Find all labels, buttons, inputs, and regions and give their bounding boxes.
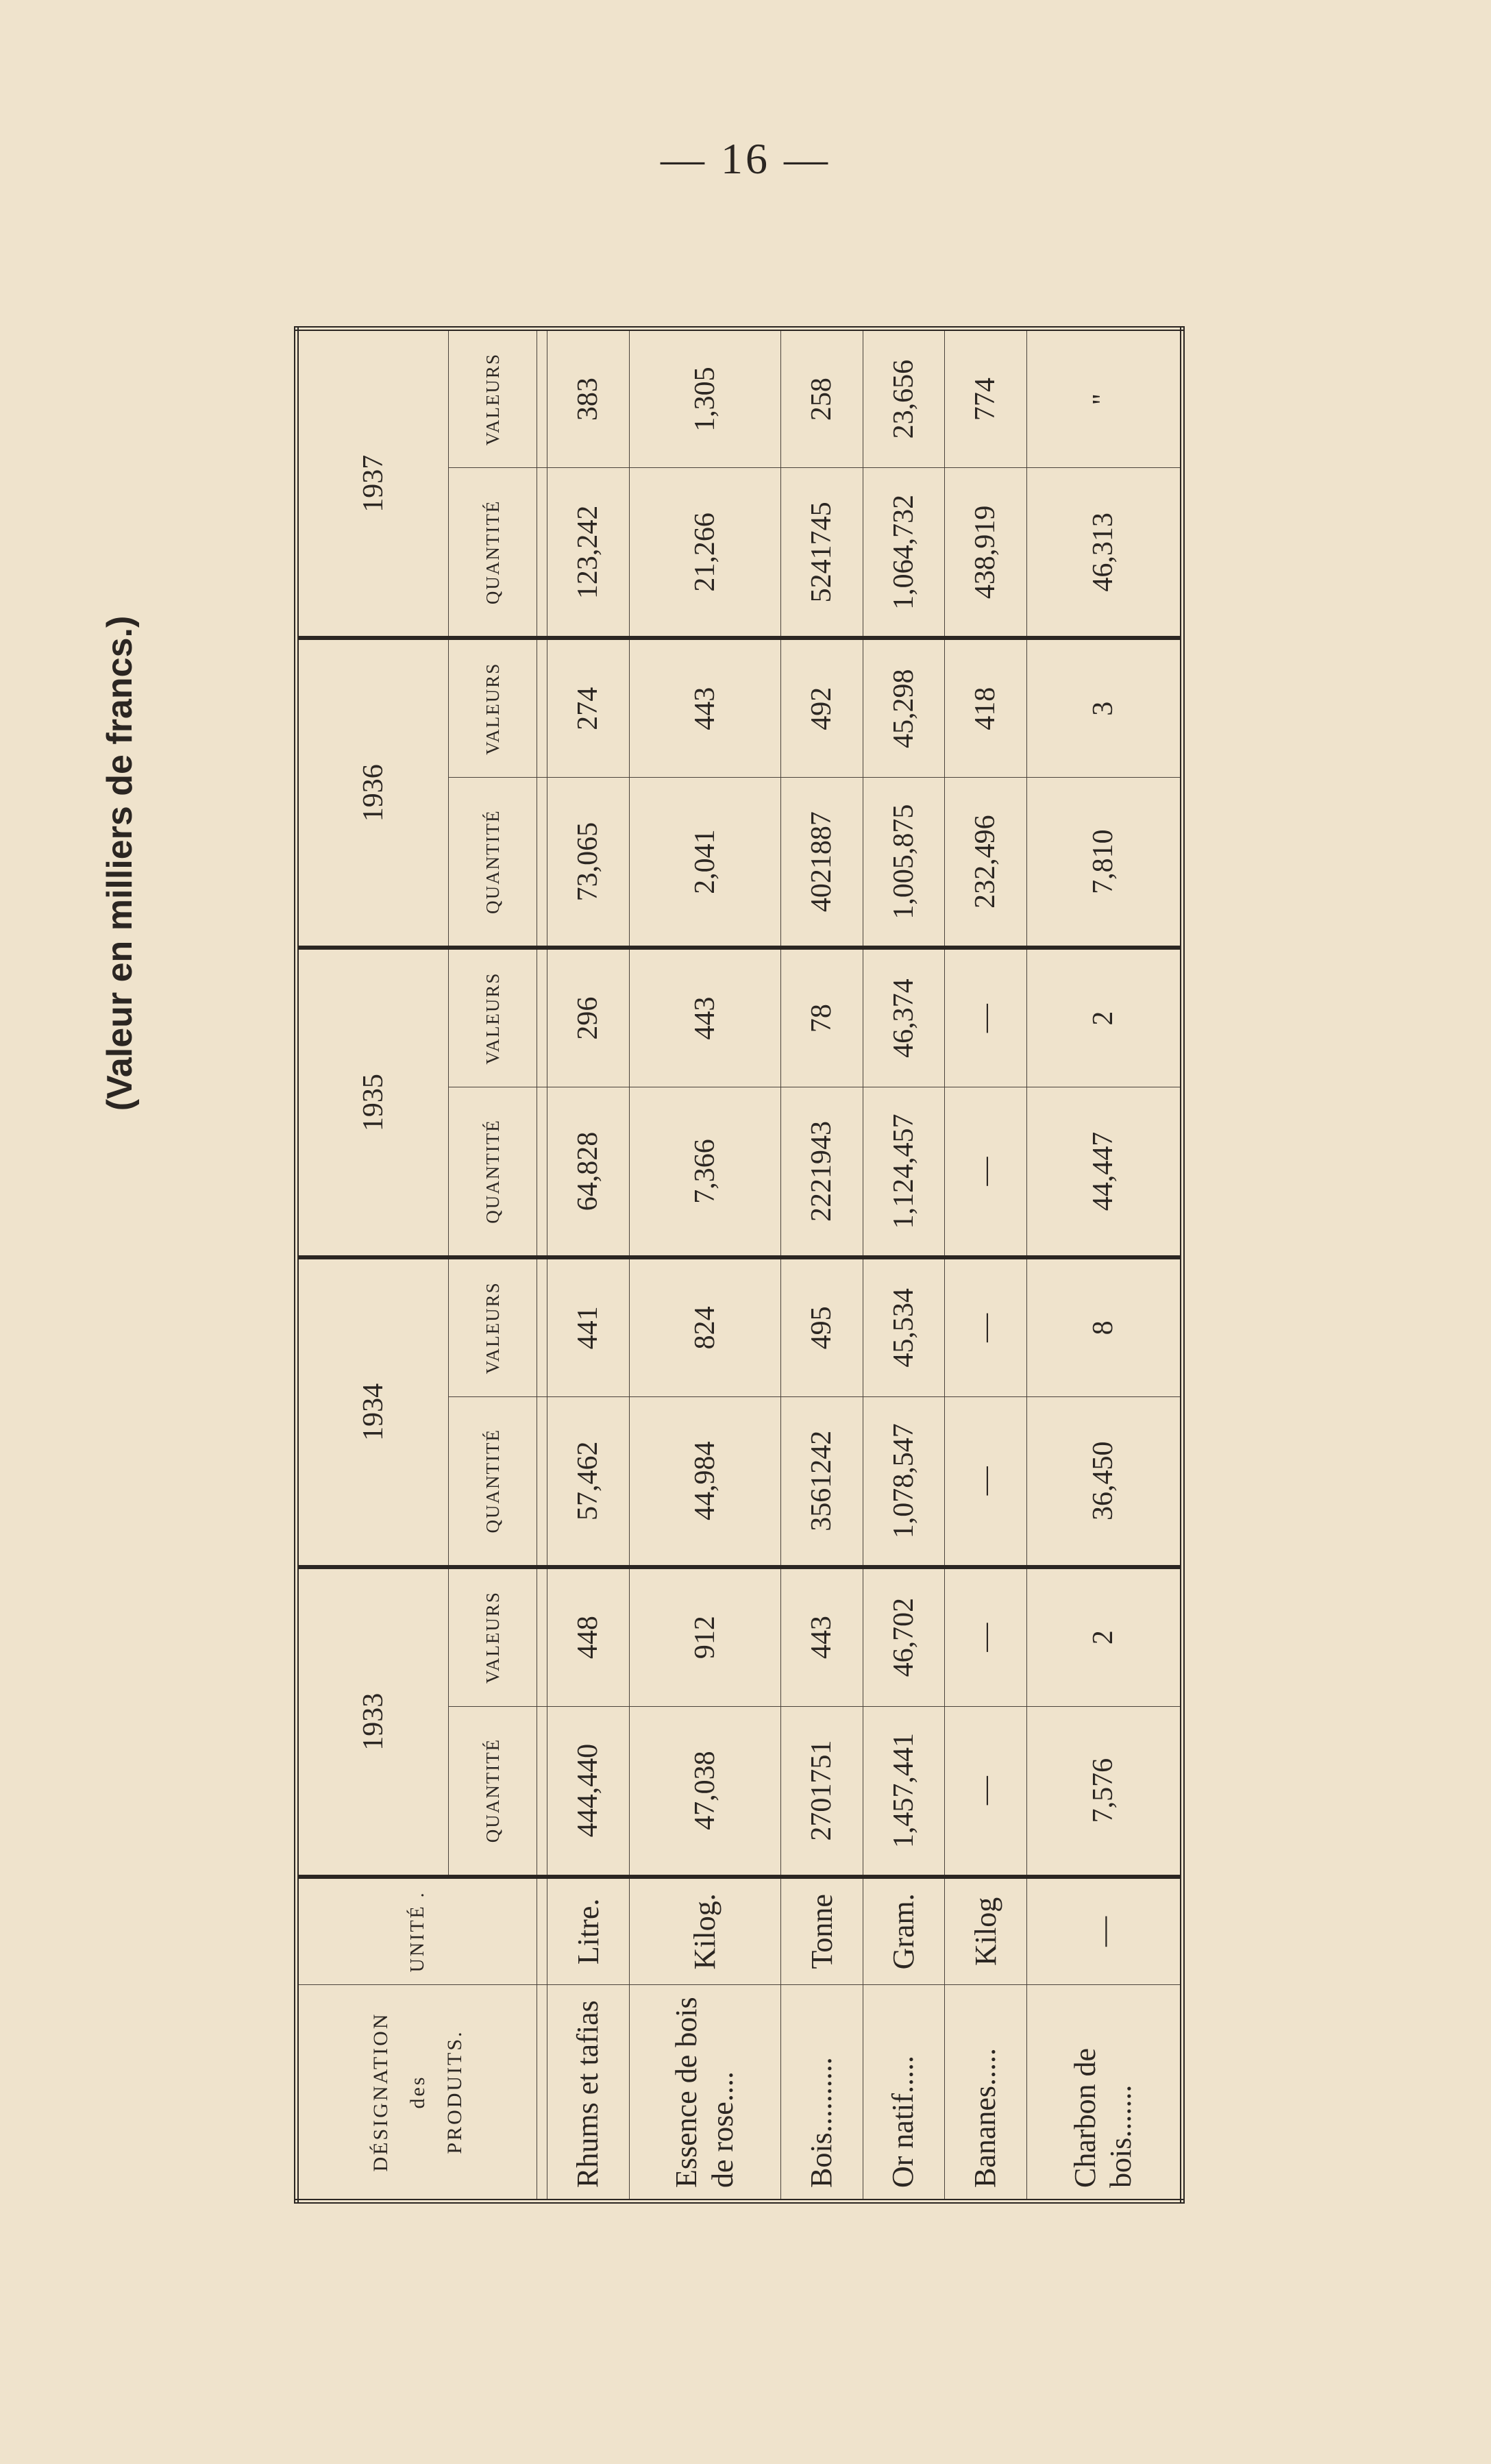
product-name: Charbon de bois.......: [1026, 1985, 1182, 2202]
quantity-cell: 2,041: [629, 778, 781, 948]
quantity-cell: 21,266: [629, 468, 781, 639]
value-cell: 418: [945, 638, 1027, 777]
value-cell: 78: [781, 948, 863, 1087]
quantity-cell: 1,078,547: [863, 1396, 945, 1567]
product-unit: Litre.: [547, 1877, 630, 1985]
quantity-header: QUANTITÉ: [449, 1706, 537, 1877]
value-cell: 912: [629, 1567, 781, 1706]
quantity-header: QUANTITÉ: [449, 778, 537, 948]
quantity-cell: —: [945, 1396, 1027, 1567]
product-unit: Tonne: [781, 1877, 863, 1985]
year-header-1933: 1933: [297, 1567, 449, 1877]
value-cell: 274: [547, 638, 630, 777]
quantity-cell: 444,440: [547, 1706, 630, 1877]
quantity-cell: —: [945, 1706, 1027, 1877]
value-cell: 3: [1026, 638, 1182, 777]
designation-header-line2: des: [406, 2075, 429, 2109]
value-cell: —: [945, 1567, 1027, 1706]
product-name: Or natif.....: [863, 1985, 945, 2202]
quantity-cell: 7,576: [1026, 1706, 1182, 1877]
product-name: Bois..........: [781, 1985, 863, 2202]
rotated-table-container: [294, 326, 1185, 2204]
value-cell: 23,656: [863, 329, 945, 468]
designation-header-line1: DÉSIGNATION: [369, 2012, 392, 2172]
quantity-cell: 5241745: [781, 468, 863, 639]
quantity-cell: 1,005,875: [863, 778, 945, 948]
quantity-cell: 2221943: [781, 1087, 863, 1257]
export-table: [294, 326, 1185, 2204]
quantity-cell: 44,984: [629, 1396, 781, 1567]
quantity-cell: 47,038: [629, 1706, 781, 1877]
value-cell: 296: [547, 948, 630, 1087]
quantity-cell: 7,810: [1026, 778, 1182, 948]
page-number: — 16 —: [661, 134, 830, 183]
product-name: Essence de bois de rose....: [629, 1985, 781, 2202]
quantity-cell: 57,462: [547, 1396, 630, 1567]
quantity-cell: 46,313: [1026, 468, 1182, 639]
header-separator-row: [537, 329, 547, 2202]
value-cell: 495: [781, 1257, 863, 1396]
designation-header: [297, 1985, 537, 2202]
value-header: VALEURS: [449, 1567, 537, 1706]
quantity-cell: 123,242: [547, 468, 630, 639]
value-header: VALEURS: [449, 638, 537, 777]
quantity-cell: 1,124,457: [863, 1087, 945, 1257]
value-cell: 774: [945, 329, 1027, 468]
value-cell: 1,305: [629, 329, 781, 468]
quantity-cell: 44,447: [1026, 1087, 1182, 1257]
product-unit: —: [1026, 1877, 1182, 1985]
quantity-cell: 232,496: [945, 778, 1027, 948]
quantity-cell: 3561242: [781, 1396, 863, 1567]
quantity-header: QUANTITÉ: [449, 468, 537, 639]
quantity-cell: 73,065: [547, 778, 630, 948]
value-cell: 46,702: [863, 1567, 945, 1706]
value-header: VALEURS: [449, 1257, 537, 1396]
quantity-cell: 2701751: [781, 1706, 863, 1877]
value-cell: 441: [547, 1257, 630, 1396]
year-header-1934: 1934: [297, 1257, 449, 1567]
value-cell: 443: [629, 638, 781, 777]
value-cell: —: [945, 948, 1027, 1087]
table-row: [547, 329, 630, 2202]
product-unit: Kilog.: [629, 1877, 781, 1985]
quantity-cell: 64,828: [547, 1087, 630, 1257]
value-cell: ": [1026, 329, 1182, 468]
quantity-cell: —: [945, 1087, 1027, 1257]
product-unit: Kilog: [945, 1877, 1027, 1985]
quantity-cell: 36,450: [1026, 1396, 1182, 1567]
quantity-cell: 4021887: [781, 778, 863, 948]
value-cell: 448: [547, 1567, 630, 1706]
product-unit: Gram.: [863, 1877, 945, 1985]
value-cell: 443: [629, 948, 781, 1087]
table-row: [629, 329, 781, 2202]
product-name: Bananes.....: [945, 1985, 1027, 2202]
value-cell: 443: [781, 1567, 863, 1706]
value-cell: 258: [781, 329, 863, 468]
designation-header-line3: PRODUITS.: [443, 2030, 466, 2154]
quantity-cell: 1,457,441: [863, 1706, 945, 1877]
unit-header: UNITÉ .: [297, 1877, 537, 1985]
table-row: [863, 329, 945, 2202]
table-row: [945, 329, 1027, 2202]
value-header: VALEURS: [449, 948, 537, 1087]
value-cell: 383: [547, 329, 630, 468]
table-row: [1026, 329, 1182, 2202]
quantity-header: QUANTITÉ: [449, 1396, 537, 1567]
value-cell: 492: [781, 638, 863, 777]
value-cell: 46,374: [863, 948, 945, 1087]
value-cell: 45,534: [863, 1257, 945, 1396]
quantity-header: QUANTITÉ: [449, 1087, 537, 1257]
table-row: [781, 329, 863, 2202]
year-header-1937: 1937: [297, 329, 449, 639]
value-cell: 2: [1026, 1567, 1182, 1706]
value-header: VALEURS: [449, 329, 537, 468]
year-header-1936: 1936: [297, 638, 449, 948]
year-header-1935: 1935: [297, 948, 449, 1257]
value-cell: 824: [629, 1257, 781, 1396]
product-name: Rhums et tafias: [547, 1985, 630, 2202]
table-caption: (Valeur en milliers de francs.): [100, 615, 140, 1111]
value-cell: 8: [1026, 1257, 1182, 1396]
value-cell: 2: [1026, 948, 1182, 1087]
value-cell: 45,298: [863, 638, 945, 777]
quantity-cell: 438,919: [945, 468, 1027, 639]
quantity-cell: 7,366: [629, 1087, 781, 1257]
value-cell: —: [945, 1257, 1027, 1396]
quantity-cell: 1,064,732: [863, 468, 945, 639]
